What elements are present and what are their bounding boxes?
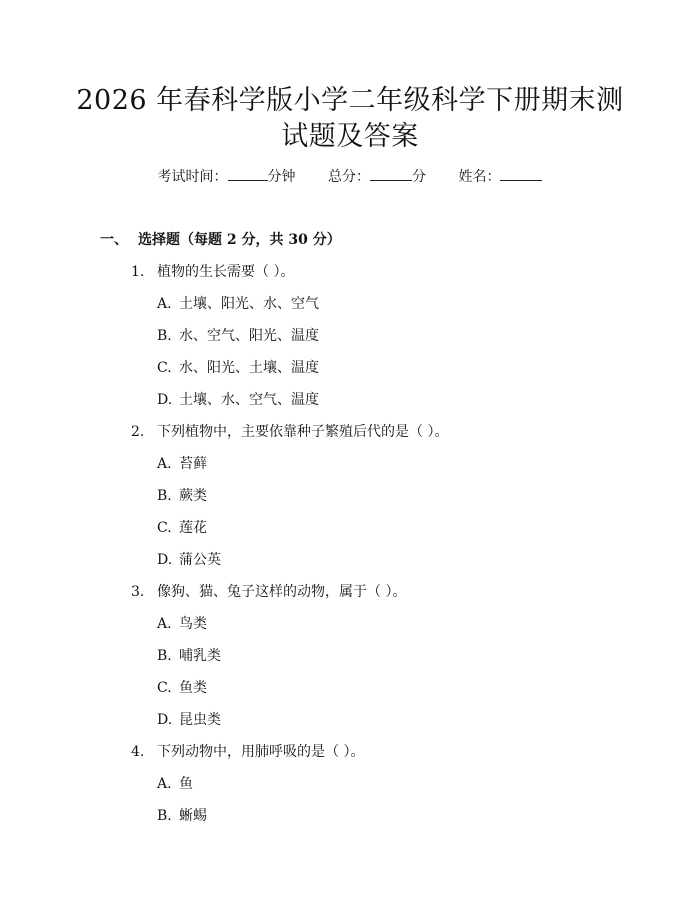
option-letter: B.: [157, 328, 172, 344]
question-2-option-a: [157, 454, 207, 474]
option-text: 鱼: [179, 776, 193, 792]
name-field: [458, 167, 542, 187]
question-1-option-b: [157, 326, 319, 346]
option-letter: B.: [157, 808, 172, 824]
option-text: 土壤、阳光、水、空气: [179, 296, 319, 312]
option-letter: C.: [157, 680, 172, 696]
question-number: 3.: [131, 584, 145, 600]
option-letter: B.: [157, 488, 172, 504]
question-2: [131, 422, 448, 442]
option-text: 昆虫类: [179, 712, 221, 728]
question-3: [131, 582, 406, 602]
option-letter: B.: [157, 648, 172, 664]
option-letter: A.: [157, 776, 172, 792]
option-letter: D.: [157, 392, 173, 408]
question-4: [131, 742, 364, 762]
question-1-option-d: [157, 390, 319, 410]
question-3-option-d: [157, 710, 221, 730]
total-score-unit: 分: [412, 169, 426, 185]
name-blank: [500, 168, 542, 181]
question-2-option-c: [157, 518, 207, 538]
option-text: 蜥蜴: [179, 808, 207, 824]
exam-time-unit: 分钟: [267, 169, 296, 185]
page-title-line-2: 试题及答案: [281, 121, 419, 152]
question-2-option-b: [157, 486, 207, 506]
option-letter: A.: [157, 296, 172, 312]
question-number: 4.: [131, 744, 145, 760]
question-text: 下列动物中，用肺呼吸的是（ ）。: [157, 744, 365, 760]
total-score-blank: [370, 168, 412, 181]
option-letter: D.: [157, 552, 173, 568]
option-letter: C.: [157, 520, 172, 536]
section-number: 一、: [100, 232, 128, 248]
question-3-option-c: [157, 678, 207, 698]
question-3-option-a: [157, 614, 207, 634]
question-number: 1.: [131, 264, 145, 280]
question-3-option-b: [157, 646, 221, 666]
exam-time-field: [158, 167, 296, 187]
question-4-option-b: [157, 806, 207, 826]
exam-time-label: 考试时间：: [157, 169, 228, 185]
option-text: 水、空气、阳光、温度: [179, 328, 319, 344]
exam-info-bar: [0, 167, 700, 187]
option-letter: D.: [157, 712, 173, 728]
exam-time-blank: [228, 168, 268, 181]
option-letter: C.: [157, 360, 172, 376]
question-1: [131, 262, 294, 282]
option-text: 莲花: [179, 520, 207, 536]
option-text: 土壤、水、空气、温度: [179, 392, 319, 408]
option-letter: A.: [157, 616, 172, 632]
question-text: 像狗、猫、兔子这样的动物，属于（ ）。: [157, 584, 407, 600]
section-heading: [100, 230, 341, 250]
section-title: 选择题（每题 2 分，共 30 分）: [138, 232, 341, 248]
option-text: 蕨类: [179, 488, 207, 504]
option-text: 鸟类: [179, 616, 207, 632]
page-title-line-1: 2026 年春科学版小学二年级科学下册期末测: [76, 85, 624, 116]
option-text: 鱼类: [179, 680, 207, 696]
total-score-field: [328, 167, 426, 187]
option-text: 哺乳类: [179, 648, 221, 664]
option-text: 蒲公英: [179, 552, 221, 568]
option-text: 苔藓: [179, 456, 207, 472]
question-text: 植物的生长需要（ ）。: [157, 264, 295, 280]
name-label: 姓名：: [458, 169, 501, 185]
total-score-label: 总分：: [328, 169, 370, 185]
option-text: 水、阳光、土壤、温度: [179, 360, 319, 376]
question-number: 2.: [131, 424, 145, 440]
question-1-option-a: [157, 294, 319, 314]
question-2-option-d: [157, 550, 221, 570]
question-text: 下列植物中，主要依靠种子繁殖后代的是（ ）。: [157, 424, 449, 440]
question-4-option-a: [157, 774, 193, 794]
option-letter: A.: [157, 456, 172, 472]
question-1-option-c: [157, 358, 319, 378]
